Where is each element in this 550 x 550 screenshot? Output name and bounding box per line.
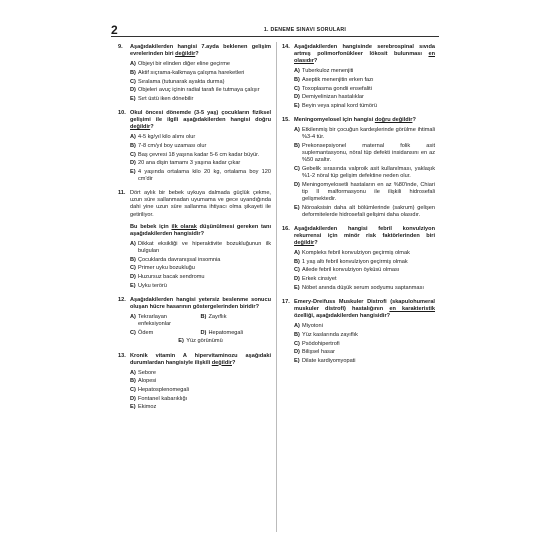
- option-text: Alopesi: [138, 378, 157, 385]
- option-text: Sebore: [138, 369, 157, 376]
- options-list: [294, 127, 435, 219]
- option-text: Tekrarlayan enfeksiyonlar: [138, 313, 171, 328]
- option-text: Hepatomegali: [208, 329, 244, 336]
- option-text: Huzursuz bacak sendromu: [138, 273, 205, 280]
- option-d[interactable]: [294, 276, 435, 283]
- option-letter: C): [130, 387, 136, 394]
- option-e[interactable]: [294, 358, 435, 365]
- option-letter: A): [130, 61, 136, 68]
- option-text: Çocuklarda davranışsal insomnia: [138, 256, 221, 263]
- option-letter: A): [130, 240, 136, 247]
- prompt-text: Bu bebek için: [130, 223, 172, 230]
- stem-end: ?: [313, 58, 318, 65]
- option-text: Tuberkuloz menenjiti: [302, 68, 354, 75]
- option-a[interactable]: [130, 370, 271, 377]
- option-text: Bilişsel hasar: [302, 349, 335, 356]
- options-list: [130, 241, 271, 290]
- option-letter: D): [200, 329, 207, 336]
- option-c[interactable]: [130, 387, 271, 394]
- option-letter: E): [294, 103, 300, 110]
- option-d[interactable]: [130, 396, 271, 403]
- option-text: Yüz kaslarında zayıflık: [302, 331, 358, 338]
- option-letter: E): [294, 204, 300, 211]
- option-letter: A): [130, 134, 136, 141]
- question-stem: Aşağıdakilerden hangisi yetersiz beslenme sonucu oluşan hücre hasarının göstergelerinden biridir?: [130, 296, 271, 310]
- option-letter: D): [294, 349, 300, 356]
- option-text: Objeleri avuç içinin radial tarafı ile tutmaya çalışır: [138, 87, 260, 94]
- option-b[interactable]: [294, 259, 435, 266]
- option-text: 4-5 kg/yıl kilo alımı olur: [138, 134, 196, 141]
- question-number: 13.: [118, 352, 126, 359]
- option-text: Nöbet anında düşük serum sodyumu saptanması: [302, 284, 424, 291]
- option-a[interactable]: [294, 323, 435, 330]
- option-text: Ödem: [138, 329, 154, 336]
- option-text: 4 yaşında ortalama kilo 20 kg, ortalama boy 120 cm'dir: [138, 169, 271, 183]
- question-stem: Emery-Dreifuss Muskuler Distrofi (skapulohumeral muskuler distrofi) hastalığının: [294, 298, 435, 312]
- option-e[interactable]: [130, 169, 271, 183]
- option-c[interactable]: [130, 265, 271, 272]
- question-14: [282, 44, 435, 110]
- option-letter: D): [130, 273, 136, 280]
- page-title: 1. DENEME SINAVI SORULARI: [263, 27, 347, 33]
- option-text: Etkilenmiş bir çocuğun kardeşlerinde görülme ihtimali %3-4 tür.: [302, 127, 435, 141]
- option-c[interactable]: [294, 341, 435, 348]
- question-number: 10.: [118, 110, 126, 117]
- stem-end: ?: [412, 117, 416, 124]
- option-b[interactable]: [201, 314, 272, 328]
- options-list: [130, 134, 271, 183]
- option-letter: D): [294, 94, 300, 101]
- question-9: [118, 44, 271, 103]
- option-letter: E): [178, 338, 184, 345]
- option-a[interactable]: [294, 127, 435, 141]
- option-b[interactable]: [130, 257, 271, 264]
- option-text: Miyotoni: [302, 323, 323, 330]
- option-text: 20 ana dişin tamamı 3 yaşına kadar çıkar: [138, 160, 241, 167]
- option-letter: D): [294, 181, 300, 188]
- option-text: Uyku terörü: [138, 282, 167, 289]
- page-number: 2: [111, 23, 118, 37]
- option-c[interactable]: [130, 152, 271, 159]
- option-e[interactable]: [130, 283, 271, 290]
- option-b[interactable]: [294, 77, 435, 84]
- question-number: 15.: [282, 117, 290, 124]
- question-prompt: [130, 224, 271, 238]
- options-list: [130, 61, 271, 103]
- option-c[interactable]: [294, 267, 435, 274]
- option-letter: C): [294, 165, 300, 172]
- option-d[interactable]: [130, 87, 271, 94]
- option-letter: D): [130, 160, 136, 167]
- option-letter: C): [294, 85, 300, 92]
- option-e[interactable]: [294, 205, 435, 219]
- option-letter: E): [130, 404, 136, 411]
- option-c[interactable]: [294, 86, 435, 93]
- option-letter: B): [130, 378, 136, 385]
- option-text: Beyin veya spinal kord tümörü: [302, 103, 377, 110]
- option-letter: B): [130, 256, 136, 263]
- option-e[interactable]: [294, 103, 435, 110]
- stem-emphasis: en olasıdır: [294, 51, 435, 65]
- option-text: Zayıflık: [208, 313, 227, 320]
- option-letter: A): [294, 323, 300, 330]
- question-stem: Aşağıdakilerden hangisi 7.ayda beklenen gelişim evrelerinden biri: [130, 44, 271, 58]
- option-text: Demiyelinizan hastalıklar: [302, 94, 364, 101]
- question-13: [118, 353, 271, 412]
- question-stem: Aşağıdakilerden hangisinde serebrospinal sıvıda artmış polimorfonükleer lökosit bulunması: [294, 44, 435, 58]
- option-a[interactable]: [130, 61, 271, 68]
- question-number: 12.: [118, 296, 126, 303]
- prompt-end: düşünülmesi gereken tanı aşağıdakilerden hangisidir?: [130, 223, 272, 237]
- option-text: Sırt üstü iken dönebilir: [138, 95, 194, 102]
- option-a[interactable]: [294, 250, 435, 257]
- option-text: Aseptik menenjitin erken fazı: [302, 76, 374, 83]
- option-b[interactable]: [294, 332, 435, 339]
- option-d[interactable]: [294, 182, 435, 203]
- stem-emphasis: doğru değildir: [374, 117, 413, 124]
- question-17: [282, 299, 435, 365]
- option-text: Kompleks febril konvulziyon geçirmiş olmak: [302, 250, 410, 256]
- stem-emphasis: en karakteristik: [389, 305, 436, 312]
- option-c[interactable]: [130, 330, 201, 337]
- question-16: [282, 226, 435, 292]
- option-text: Dikkat eksikliği ve hiperaktivite bozukluğunun ilk bulguları: [138, 240, 271, 254]
- option-letter: A): [130, 313, 136, 320]
- question-10: [118, 110, 271, 183]
- option-letter: B): [294, 143, 300, 149]
- option-text: 1 yaş altı febril konvulziyon geçirmiş olmak: [302, 258, 408, 265]
- option-letter: C): [130, 329, 136, 336]
- option-letter: D): [130, 87, 136, 94]
- option-text: Yüz görünümü: [186, 338, 223, 345]
- option-e[interactable]: [130, 338, 271, 345]
- option-text: Dilate kardiyomyopati: [302, 357, 356, 364]
- option-letter: C): [130, 265, 136, 272]
- option-text: Hepatosplenomegali: [138, 387, 189, 394]
- option-letter: C): [294, 340, 300, 347]
- header-rule: [111, 36, 439, 37]
- column-divider: [276, 42, 277, 532]
- option-text: Nöroaksisin daha alt bölümlerinde (sakrum) gelişen deformitelerde hidrosefali gelişimi daha olasıdır.: [302, 204, 435, 218]
- option-d[interactable]: [130, 160, 271, 167]
- question-number: 14.: [282, 44, 290, 50]
- question-number: 17.: [282, 298, 290, 305]
- option-e[interactable]: [130, 404, 271, 411]
- option-text: Fontanel kabarıklığı: [138, 395, 188, 402]
- question-15: [282, 117, 435, 219]
- option-letter: C): [294, 267, 300, 274]
- option-letter: C): [130, 78, 136, 85]
- option-letter: E): [130, 169, 136, 176]
- question-stem: Kronik vitamin A hipervitaminozu aşağıdaki durumlardan hangisiyle ilişkili: [130, 352, 271, 366]
- question-stem: Dört aylık bir bebek uykuya dalmada güçlük çekme, uzun süre sallanmadan uyumama ve gece uyandığında dahi yine uzun süre sallanma ihtiyacı olma şikayeti ile getiriliyor.: [130, 190, 271, 218]
- option-text: Ekimoz: [138, 404, 157, 411]
- option-b[interactable]: [130, 70, 271, 77]
- question-stem: Okul öncesi dönemde (3-5 yaş) çocukların fiziksel gelişimi ile ilgili aşağıdakilerden hangisi doğru: [130, 110, 271, 124]
- option-letter: A): [130, 369, 136, 376]
- option-letter: A): [294, 68, 300, 75]
- option-letter: E): [130, 95, 136, 102]
- option-b[interactable]: [130, 143, 271, 150]
- options-grid: [130, 314, 271, 346]
- options-list: [294, 250, 435, 292]
- option-letter: A): [294, 127, 300, 134]
- option-c[interactable]: [294, 166, 435, 180]
- option-letter: E): [294, 284, 300, 291]
- stem-end: ?: [150, 124, 154, 131]
- option-a[interactable]: [130, 134, 271, 141]
- question-11: [118, 190, 271, 290]
- prompt-emphasis: ilk olarak: [171, 223, 197, 230]
- stem-end: özelliği, aşağıdakilerden hangisidir?: [294, 313, 391, 320]
- question-stem: Meningomyelosel için hangisi: [294, 117, 375, 124]
- option-letter: B): [130, 143, 136, 149]
- question-stem: Aşağıdakilerden hangisi febril konvulziyon rekurrensi için minör risk faktörlerinden biri: [294, 225, 435, 239]
- option-a[interactable]: [294, 68, 435, 75]
- option-text: Erkek cinsiyet: [302, 276, 337, 283]
- option-text: Primer uyku bozukluğu: [138, 265, 195, 272]
- left-column: [118, 44, 271, 419]
- option-letter: B): [294, 331, 300, 338]
- options-list: [294, 323, 435, 365]
- option-letter: B): [130, 69, 136, 76]
- option-a[interactable]: [130, 314, 201, 328]
- option-letter: B): [294, 258, 300, 265]
- option-text: Aktif sıçrama-kalkmaya çalışma hareketleri: [138, 69, 245, 76]
- option-text: Ailede febril konvulziyon öyküsü olması: [302, 267, 400, 274]
- option-a[interactable]: [130, 241, 271, 255]
- stem-emphasis: değildir: [211, 359, 232, 366]
- option-letter: D): [294, 276, 300, 283]
- option-text: Baş çevresi 18 yaşına kadar 5-6 cm kadar büyür.: [138, 151, 260, 158]
- option-letter: B): [294, 76, 300, 83]
- option-text: Toxoplasma gondii ensefaliti: [302, 85, 372, 92]
- question-number: 16.: [282, 225, 290, 232]
- option-b[interactable]: [130, 378, 271, 385]
- option-d[interactable]: [294, 349, 435, 356]
- option-letter: D): [130, 395, 136, 402]
- option-e[interactable]: [130, 96, 271, 103]
- stem-emphasis: değildir: [294, 239, 315, 246]
- stem-end: ?: [231, 359, 236, 366]
- question-number: 11.: [118, 190, 126, 197]
- option-text: Prekonsepsiyonel maternal folik asit suplemantasyonu, nöral tüp defekti insidansını en az %50 azaltır.: [302, 143, 435, 164]
- option-d[interactable]: [130, 274, 271, 281]
- option-e[interactable]: [294, 285, 435, 292]
- option-b[interactable]: [294, 143, 435, 164]
- option-d[interactable]: [294, 94, 435, 101]
- option-text: Gebelik sırasında valproik asit kullanılması, yaklaşık %1-2 nöral tüp gelişim defektine neden olur.: [302, 165, 435, 179]
- stem-end: ?: [195, 51, 199, 58]
- option-letter: A): [294, 250, 300, 256]
- question-12: [118, 297, 271, 346]
- stem-emphasis: değildir: [130, 124, 151, 131]
- option-c[interactable]: [130, 79, 271, 86]
- right-column: [282, 44, 435, 372]
- options-list: [294, 68, 435, 110]
- stem-emphasis: değildir: [175, 51, 196, 58]
- question-number: 9.: [118, 44, 123, 50]
- option-text: Meningomyelosetli hastaların en az %80'inde, Chiari tip II malformasyonu ile ilişkili hidrosefali gelişmektedir.: [302, 181, 435, 202]
- option-letter: B): [200, 313, 207, 320]
- option-letter: E): [294, 357, 300, 364]
- options-list: [130, 370, 271, 412]
- option-text: Psödohipertrofi: [302, 340, 340, 347]
- stem-end: ?: [314, 239, 318, 246]
- option-d[interactable]: [201, 330, 272, 337]
- option-letter: C): [130, 151, 136, 158]
- option-letter: E): [130, 282, 136, 289]
- option-text: Objeyi bir elinden diğer eline geçirme: [138, 61, 231, 68]
- option-text: Sıralama (tutunarak ayakta durma): [138, 78, 225, 85]
- option-text: 7-8 cm/yıl boy uzaması olur: [138, 143, 207, 149]
